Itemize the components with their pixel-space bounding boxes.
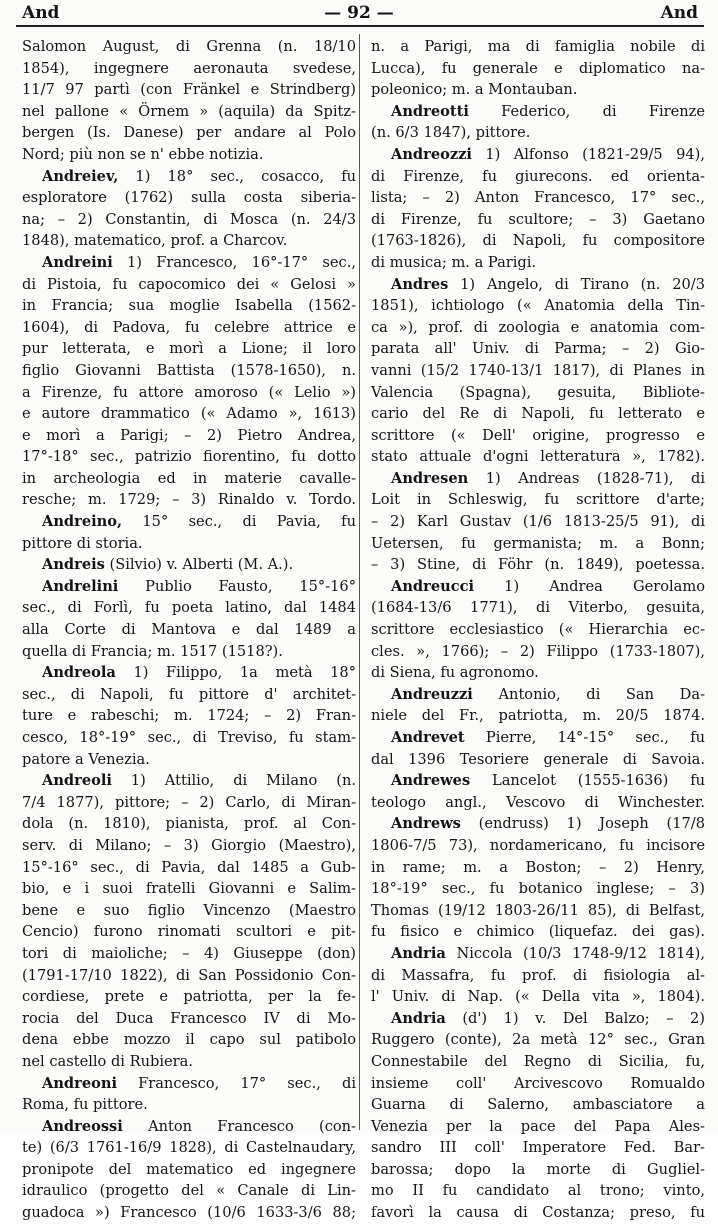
line-text: rocia del Duca Francesco IV di Mo- [22,1009,356,1027]
text-line [22,360,356,382]
text-line [371,1094,705,1116]
text-line [22,338,356,360]
entry-first-line [371,144,705,166]
text-line [22,230,356,252]
line-text: Anton Francesco (con- [122,1117,356,1135]
entry-first-line [22,1116,356,1138]
line-text: 1806-7/5 73), nordamericano, fu incisore [371,836,705,854]
entry-headword: Andreotti [391,102,469,120]
line-text: dena ebbe mozzo il capo sul patibolo [22,1031,356,1049]
line-text: (Silvio) v. Alberti (M. A.). [104,556,294,574]
line-text: bene e suo figlio Vincenzo (Maestro [22,901,356,919]
text-line [22,403,356,425]
entry-first-line [371,770,705,792]
text-line [22,749,356,771]
text-line [22,274,356,296]
entry-headword: Andria [391,1009,446,1027]
text-line [22,425,356,447]
text-line [22,122,356,144]
line-text: di Pistoia, fu capocomico dei « Gelosi » [22,275,356,293]
line-text: parata all' Univ. di Parma; – 2) Gio- [371,340,705,358]
line-text: 1) Andreas (1828-71), di [468,469,705,487]
text-line [371,662,705,684]
line-text: Valencia (Spagna), gesuita, Bibliote- [371,383,705,401]
line-text: niele del Fr., patriotta, m. 20/5 1874. [371,707,705,725]
line-text: 1) Francesco, 16°-17° sec., [112,253,356,271]
line-text: 1) Angelo, di Tirano (n. 20/3 [448,275,705,293]
header-guide-word-right: And [660,3,698,23]
text-line [371,705,705,727]
line-text: scrittore ecclesiastico (« Hierarchia ec- [371,621,705,639]
text-line [22,1159,356,1181]
line-text: in rame; m. a Boston; – 2) Henry, [371,858,705,876]
line-text: – 2) Karl Gustav (1/6 1813-25/5 91), di [371,513,705,531]
entry-first-line [371,813,705,835]
line-text: (1763-1826), di Napoli, fu compositore [371,232,705,250]
text-line [371,511,705,533]
line-text: (1791-17/10 1822), di San Possidonio Con- [22,966,356,984]
line-text: n. a Parigi, ma di famiglia nobile di [371,38,705,55]
line-text: Guarna di Salerno, ambasciatore a [371,1096,705,1114]
text-line [22,641,356,663]
line-text: – 3) Stine, di Föhr (n. 1849), poetessa. [371,556,705,574]
line-text: cario del Re di Napoli, fu letterato e [371,405,705,423]
line-text: ca »), prof. di zoologia e anatomia com- [371,318,705,336]
line-text: 18°-19° sec., fu botanico inglese; – 3) [371,880,705,898]
entry-headword: Andrewes [391,772,471,790]
line-text: insieme coll' Arcivescovo Romualdo [371,1074,705,1092]
text-line [22,1008,356,1030]
line-text: di Firenze, fu giurecons. ed orienta- [371,167,705,185]
text-line [371,79,705,101]
text-line [371,597,705,619]
line-text: poleonico; m. a Montauban. [371,81,578,99]
text-line [22,1051,356,1073]
line-text: sec., di Forlì, fu poeta latino, dal 1484 [22,599,356,617]
line-text: Publio Fausto, 15°-16° [118,577,356,595]
text-line [371,187,705,209]
line-text: ture e rabeschi; m. 1724; – 2) Fran- [22,707,356,725]
line-text: 1854), ingegnere aeronauta svedese, [22,59,356,77]
text-line [22,684,356,706]
line-text: figlio Giovanni Battista (1578-1650), n. [22,361,356,379]
line-text: sandro III coll' Imperatore Fed. Bar- [371,1139,705,1157]
line-text: Uetersen, fu germanista; m. a Bonn; [371,534,705,552]
entry-headword: Andreis [42,556,105,574]
text-line [22,446,356,468]
text-line [22,1137,356,1159]
entry-headword: Andreozzi [391,145,472,163]
entry-headword: Andreiev, [42,167,119,185]
text-line [22,382,356,404]
entry-first-line [371,727,705,749]
entry-first-line [371,274,705,296]
line-text: 1) Alfonso (1821-29/5 94), [471,145,705,163]
right-column [371,36,705,1222]
line-text: Salomon August, di Grenna (n. 18/10 [22,38,356,55]
text-line [371,1029,705,1051]
line-text: di Firenze, fu scultore; – 3) Gaetano [371,210,705,228]
entry-headword: Andres [391,275,449,293]
line-text: in Francia; sua moglie Isabella (1562- [22,297,356,315]
line-text: Lucca), fu generale e diplomatico na- [371,59,705,77]
entry-first-line [22,252,356,274]
entry-headword: Andrelini [42,577,119,595]
line-text: nel pallone « Örnem » (aquila) da Spitz- [22,102,356,120]
text-line [371,878,705,900]
text-line [371,446,705,468]
text-line [371,230,705,252]
line-text: 11/7 97 partì (con Fränkel e Strindberg) [22,81,356,99]
text-line [371,1116,705,1138]
line-text: fu fisico e chimico (liquefaz. dei gas). [371,923,705,941]
line-text: serv. di Milano; – 3) Giorgio (Maestro), [22,836,356,854]
text-line [371,792,705,814]
text-line [22,187,356,209]
entry-first-line [371,576,705,598]
text-line [371,554,705,576]
line-text: tori di maioliche; – 4) Giuseppe (don) [22,944,356,962]
line-text: nel castello di Rubiera. [22,1052,193,1070]
line-text: sec., di Napoli, fu pittore d' architet- [22,685,356,703]
text-line [371,986,705,1008]
line-text: a Firenze, fu attore amoroso (« Lelio ») [22,383,356,401]
line-text: 15°-16° sec., di Pavia, dal 1485 a Gub- [22,858,356,876]
text-line [22,619,356,641]
line-text: Venezia per la pace del Papa Ales- [371,1117,705,1135]
line-text: Loit in Schleswig, fu scrittore d'arte; [371,491,705,509]
line-text: (1684-13/6 1771), di Viterbo, gesuita, [371,599,705,617]
entry-headword: Andreuzzi [391,685,473,703]
line-text: Antonio, di San Da- [472,685,705,703]
left-column [22,36,356,1222]
text-line [22,144,356,166]
text-line [371,252,705,274]
line-text: favorì la causa di Costanza; preso, fu [371,1204,705,1222]
line-text: na; – 2) Constantin, di Mosca (n. 24/3 [22,210,356,228]
line-text: Nord; più non se n' ebbe notizia. [22,145,264,163]
text-line [371,382,705,404]
line-text: di musica; m. a Parigi. [371,253,537,271]
text-line [371,489,705,511]
line-text: bio, e i suoi fratelli Giovanni e Salim- [22,880,356,898]
line-text: 1604), di Padova, fu celebre attrice e [22,318,356,336]
entry-first-line [371,943,705,965]
entry-headword: Andrews [391,815,461,833]
line-text: cles. », 1766); – 2) Filippo (1733-1807), [371,642,705,660]
entry-first-line [22,166,356,188]
text-line [22,792,356,814]
text-line [371,122,705,144]
entry-first-line [371,1008,705,1030]
text-line [22,835,356,857]
text-line [371,857,705,879]
text-line [371,36,705,58]
entry-headword: Andreino, [42,513,123,531]
line-text: esploratore (1762) sulla costa siberia- [22,189,356,207]
line-text: alla Corte di Mantova e dal 1489 a [22,621,356,639]
text-line [22,705,356,727]
line-text: di Siena, fu agronomo. [371,664,539,682]
text-line [371,425,705,447]
text-line [22,489,356,511]
text-line [371,749,705,771]
line-text: 1) Andrea Gerolamo [474,577,705,595]
line-text: Federico, di Firenze [468,102,705,120]
entry-first-line [371,684,705,706]
text-line [22,1029,356,1051]
line-text: di Massafra, fu prof. di fisiologia al- [371,966,705,984]
line-text: 1848), matematico, prof. a Charcov. [22,232,288,250]
line-text: scrittore (« Dell' origine, progresso e [371,426,705,444]
line-text: idraulico (progetto del « Canale di Lin- [22,1182,356,1200]
text-line [22,533,356,555]
text-line [22,1094,356,1116]
entry-headword: Andrevet [391,729,465,746]
text-line [22,921,356,943]
text-line [371,1180,705,1202]
entry-headword: Andreoni [42,1074,117,1092]
text-line [22,986,356,1008]
page-number: — 92 — [324,3,394,23]
header-guide-word-left: And [22,3,60,23]
text-line [22,468,356,490]
line-text: Lancelot (1555-1636) fu [470,772,705,790]
line-text: 1) Filippo, 1a metà 18° [115,664,356,682]
entry-first-line [371,101,705,123]
text-line [22,209,356,231]
text-line [22,857,356,879]
text-line [371,921,705,943]
text-line [371,166,705,188]
text-line [371,403,705,425]
entry-headword: Andria [391,944,446,962]
text-line [371,965,705,987]
text-line [22,1180,356,1202]
text-line [371,900,705,922]
line-text: (d') 1) v. Del Balzo; – 2) [445,1009,705,1027]
line-text: patore a Venezia. [22,750,150,768]
text-line [371,1137,705,1159]
line-text: Niccola (10/3 1748-9/12 1814), [445,944,705,962]
line-text: resche; m. 1729; – 3) Rinaldo v. Tordo. [22,491,356,509]
entry-first-line [22,554,356,576]
text-line [371,338,705,360]
line-text: 1) Attilio, di Milano (n. [111,772,356,790]
line-text: guadoca ») Francesco (10/6 1633-3/6 88; [22,1204,356,1222]
text-line [371,295,705,317]
entry-headword: Andreini [42,253,113,271]
line-text: cesco, 18°-19° sec., di Treviso, fu stam- [22,729,356,746]
text-line [371,1051,705,1073]
text-line [371,533,705,555]
entry-first-line [22,662,356,684]
line-text: Francesco, 17° sec., di [117,1074,356,1092]
text-line [22,727,356,749]
line-text: (endruss) 1) Joseph (17/8 [460,815,705,833]
line-text: pronipote del matematico ed ingegnere [22,1160,356,1178]
text-line [22,878,356,900]
line-text: mo II fu candidato al trono; vinto, [371,1182,705,1200]
header-rule [16,25,704,27]
line-text: Pierre, 14°-15° sec., fu [464,729,705,746]
text-line [371,1159,705,1181]
text-line [22,900,356,922]
text-line [371,58,705,80]
entry-first-line [22,770,356,792]
entry-first-line [22,576,356,598]
line-text: 15° sec., di Pavia, fu [122,513,356,531]
entry-headword: Andreossi [42,1117,123,1135]
line-text: cordiese, prete e patriotta, per la fe- [22,988,356,1006]
line-text: l' Univ. di Nap. (« Della vita », 1804). [371,988,705,1006]
column-divider [359,34,360,1130]
line-text: (n. 6/3 1847), pittore. [371,124,531,142]
entry-first-line [22,511,356,533]
text-line [371,209,705,231]
text-line [22,597,356,619]
text-line [22,58,356,80]
text-line [22,813,356,835]
text-line [22,1202,356,1224]
text-line [22,36,356,58]
line-text: vanni (15/2 1740-13/1 1817), di Planes in [371,361,705,379]
line-text: e autore drammatico (« Adamo », 1613) [22,405,356,423]
entry-headword: Andresen [391,469,469,487]
line-text: te) (6/3 1761-16/9 1828), di Castelnaudary, [22,1139,356,1157]
line-text: 7/4 1877), pittore; – 2) Carlo, di Miran- [22,793,356,811]
line-text: Ruggero (conte), 2a metà 12° sec., Gran [371,1031,705,1049]
line-text: dola (n. 1810), pianista, prof. al Con- [22,815,356,833]
entry-headword: Andreoli [42,772,112,790]
line-text: lista; – 2) Anton Francesco, 17° sec., [371,189,705,207]
line-text: teologo angl., Vescovo di Winchester. [371,793,705,811]
line-text: Roma, fu pittore. [22,1096,148,1114]
line-text: 1) 18° sec., cosacco, fu [118,167,356,185]
text-line [22,943,356,965]
text-line [22,79,356,101]
line-text: Cencio) furono rinomati scultori e pit- [22,923,356,941]
text-line [22,965,356,987]
entry-headword: Andreucci [391,577,475,595]
line-text: Connestabile del Regno di Sicilia, fu, [371,1052,705,1070]
text-line [371,641,705,663]
text-line [371,1073,705,1095]
line-text: 1851), ichtiologo (« Anatomia della Tin- [371,297,705,315]
text-line [371,360,705,382]
line-text: quella di Francia; m. 1517 (1518?). [22,642,283,660]
entry-headword: Andreola [42,664,116,682]
line-text: stato attuale d'ogni letteratura », 1782). [371,448,705,466]
text-line [371,317,705,339]
line-text: in archeologia ed in materie cavalle- [22,469,356,487]
text-line [371,619,705,641]
text-line [22,295,356,317]
line-text: pur letterata, e morì a Lione; il loro [22,340,356,358]
line-text: dal 1396 Tesoriere generale di Savoia. [371,750,705,768]
line-text: 17°-18° sec., patrizio fiorentino, fu dotto [22,448,356,466]
text-line [22,317,356,339]
line-text: Thomas (19/12 1803-26/11 85), di Belfast, [371,901,705,919]
text-line [371,835,705,857]
entry-first-line [371,468,705,490]
text-line [371,1202,705,1224]
line-text: bergen (Is. Danese) per andare al Polo [22,124,356,142]
line-text: pittore di storia. [22,534,143,552]
running-header [0,0,718,30]
line-text: barossa; dopo la morte di Gugliel- [371,1160,705,1178]
text-line [22,101,356,123]
entry-first-line [22,1073,356,1095]
line-text: e morì a Parigi; – 2) Pietro Andrea, [22,426,356,444]
